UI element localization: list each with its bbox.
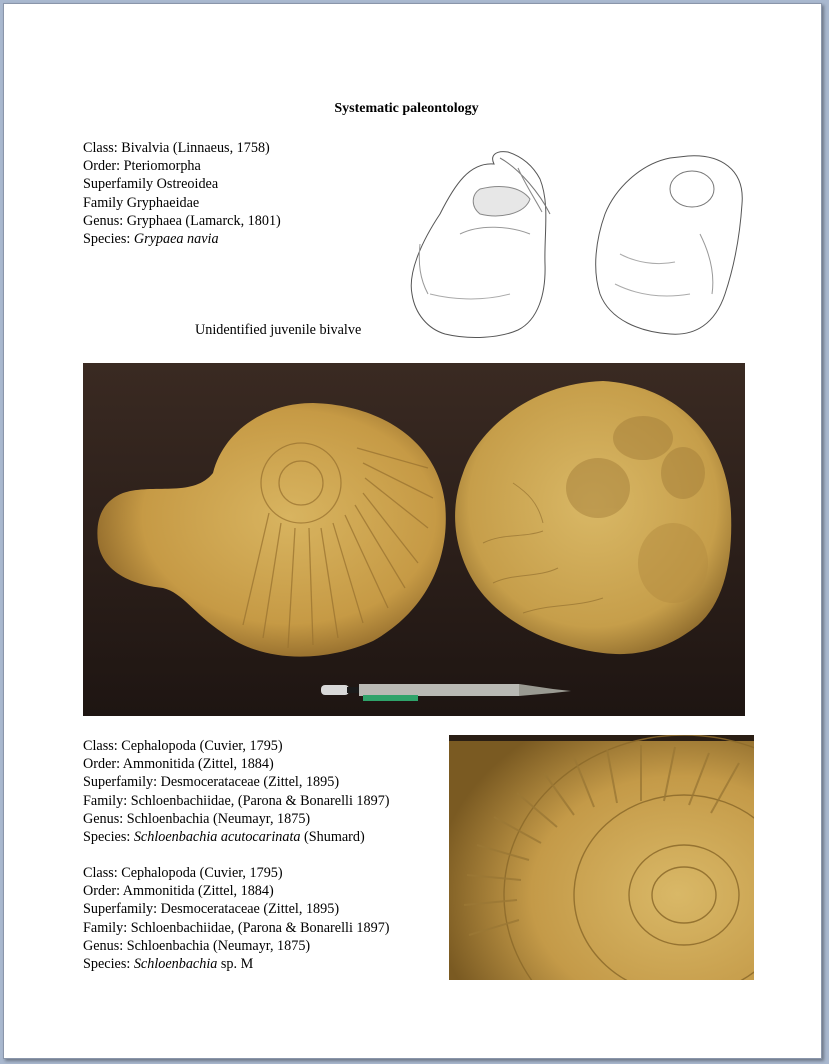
genus-line: Genus: Schloenbachia (Neumayr, 1875): [83, 937, 311, 954]
genus-line: Genus: Gryphaea (Lamarck, 1801): [83, 212, 281, 229]
order-line: Order: Ammonitida (Zittel, 1884): [83, 756, 274, 773]
family-line: Family: Schloenbachiidae, (Parona & Bonarelli 1897): [83, 792, 390, 809]
family-line: Family Gryphaeidae: [83, 194, 200, 211]
ammonite-taxonomy-1: [83, 737, 390, 846]
class-line: Class: Cephalopoda (Cuvier, 1795): [83, 738, 283, 754]
family-line: Family: Schloenbachiidae, (Parona & Bonarelli 1897): [83, 919, 390, 936]
page-title: Systematic paleontology: [334, 101, 479, 116]
species-line: Species: Schloenbachia sp. M: [83, 956, 254, 973]
superfamily-line: Superfamily: Desmocerataceae (Zittel, 1895): [83, 901, 340, 918]
ammonite-photo: [83, 363, 745, 716]
bivalve-sketches: [400, 144, 750, 344]
class-line: Class: Cephalopoda (Cuvier, 1795): [83, 865, 283, 881]
ammonite-taxonomy-2: [83, 864, 390, 973]
species-line: Species: Grypaea navia: [83, 231, 219, 248]
class-line: Class: Bivalvia (Linnaeus, 1758): [83, 140, 270, 156]
sketch-shell-right: [596, 156, 743, 334]
superfamily-line: Superfamily Ostreoidea: [83, 176, 219, 193]
superfamily-line: Superfamily: Desmocerataceae (Zittel, 1895): [83, 774, 340, 791]
document-page: [3, 3, 822, 1059]
order-line: Order: Pteriomorpha: [83, 158, 201, 175]
genus-line: Genus: Schloenbachia (Neumayr, 1875): [83, 810, 311, 827]
order-line: Order: Ammonitida (Zittel, 1884): [83, 883, 274, 900]
species-line: Species: Schloenbachia acutocarinata (Shumard): [83, 829, 365, 846]
ammonite-closeup-photo: [449, 735, 754, 980]
sketch-caption: Unidentified juvenile bivalve: [195, 322, 362, 338]
bivalve-taxonomy: [83, 139, 281, 248]
